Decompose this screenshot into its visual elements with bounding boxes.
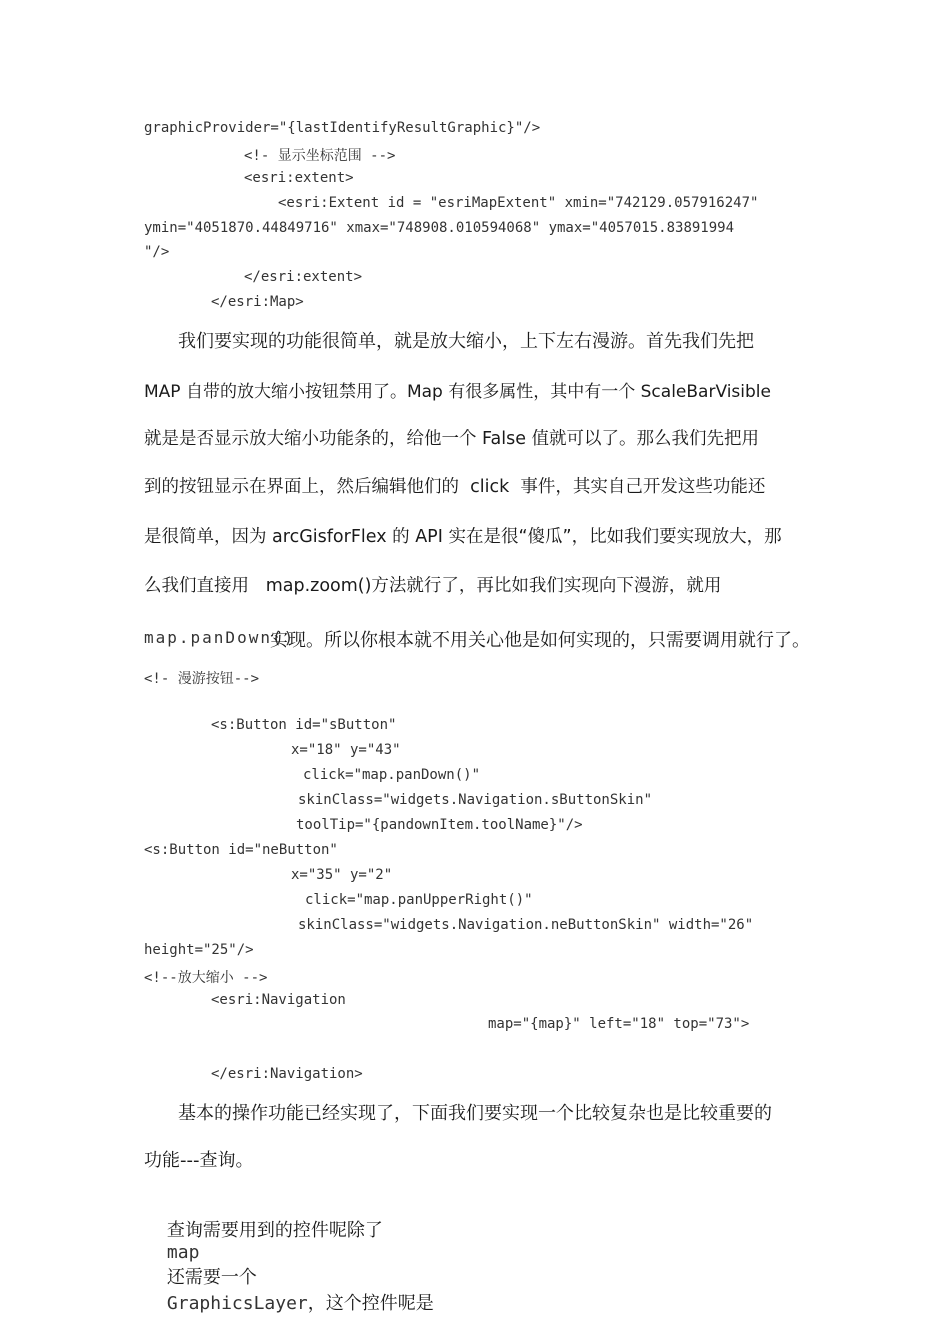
paragraph-line: 么我们直接用 map.zoom()方法就行了，再比如我们实现向下漫游，就用 (144, 576, 722, 596)
code-line: click="map.panDown()" (303, 767, 481, 783)
code-line: graphicProvider="{lastIdentifyResultGraphic}"/> (144, 120, 541, 136)
code-line: x="18" y="43" (291, 742, 401, 758)
inline-code: map.panDown() (144, 628, 296, 647)
code-line: </esri:Navigation> (211, 1066, 363, 1082)
code-line: <esri:extent> (244, 170, 354, 186)
paragraph-line: 功能---查询。 (144, 1150, 254, 1171)
code-line: x="35" y="2" (291, 867, 393, 883)
code-line: click="map.panUpperRight()" (305, 892, 533, 908)
paragraph-text: 查询需要用到的控件呢除了 (166, 1220, 383, 1241)
inline-code: map (166, 1242, 200, 1263)
code-line: "/> (144, 244, 170, 260)
paragraph-line: 到的按钮显示在界面上，然后编辑他们的 click 事件，其实自己开发这些功能还 (144, 477, 766, 497)
code-line: <esri:Navigation (211, 992, 346, 1008)
code-comment: <!- 漫游按钮--> (144, 671, 260, 687)
code-line: <s:Button id="neButton" (144, 842, 338, 858)
code-line: skinClass="widgets.Navigation.sButtonSkin" (298, 792, 653, 808)
code-line: <s:Button id="sButton" (211, 717, 397, 733)
paragraph-text: 还需要一个 (166, 1267, 257, 1288)
code-comment: <!--放大缩小 --> (144, 970, 268, 986)
paragraph-line: 我们要实现的功能很简单，就是放大缩小，上下左右漫游。首先我们先把 (178, 331, 754, 352)
code-line: </esri:Map> (211, 294, 304, 310)
paragraph-text: ，这个控件呢是 (307, 1293, 434, 1314)
paragraph-line (144, 1195, 434, 1336)
code-line: skinClass="widgets.Navigation.neButtonSkin" width="26" (298, 917, 754, 933)
paragraph-line: 实现。所以你根本就不用关心他是如何实现的，只需要调用就行了。 (270, 630, 810, 651)
code-line: height="25"/> (144, 942, 254, 958)
paragraph-line: 就是是否显示放大缩小功能条的，给他一个 False 值就可以了。那么我们先把用 (144, 429, 760, 449)
code-line: </esri:extent> (244, 269, 363, 285)
paragraph-line: 基本的操作功能已经实现了，下面我们要实现一个比较复杂也是比较重要的 (178, 1103, 772, 1124)
code-line: ymin="4051870.44849716" xmax="748908.010594068" ymax="4057015.83891994 (144, 220, 735, 236)
code-comment: <!- 显示坐标范围 --> (244, 148, 396, 164)
inline-code: GraphicsLayer (166, 1293, 308, 1314)
code-line: map="{map}" left="18" top="73"> (488, 1016, 750, 1032)
code-line: toolTip="{pandownItem.toolName}"/> (296, 817, 583, 833)
paragraph-line: MAP 自带的放大缩小按钮禁用了。Map 有很多属性，其中有一个 ScaleBarVisible (144, 382, 771, 402)
paragraph-line: 是很简单，因为 arcGisforFlex 的 API 实在是很“傻瓜”，比如我们要实现放大，那 (144, 527, 782, 547)
code-line: <esri:Extent id = "esriMapExtent" xmin="742129.057916247" (278, 195, 759, 211)
